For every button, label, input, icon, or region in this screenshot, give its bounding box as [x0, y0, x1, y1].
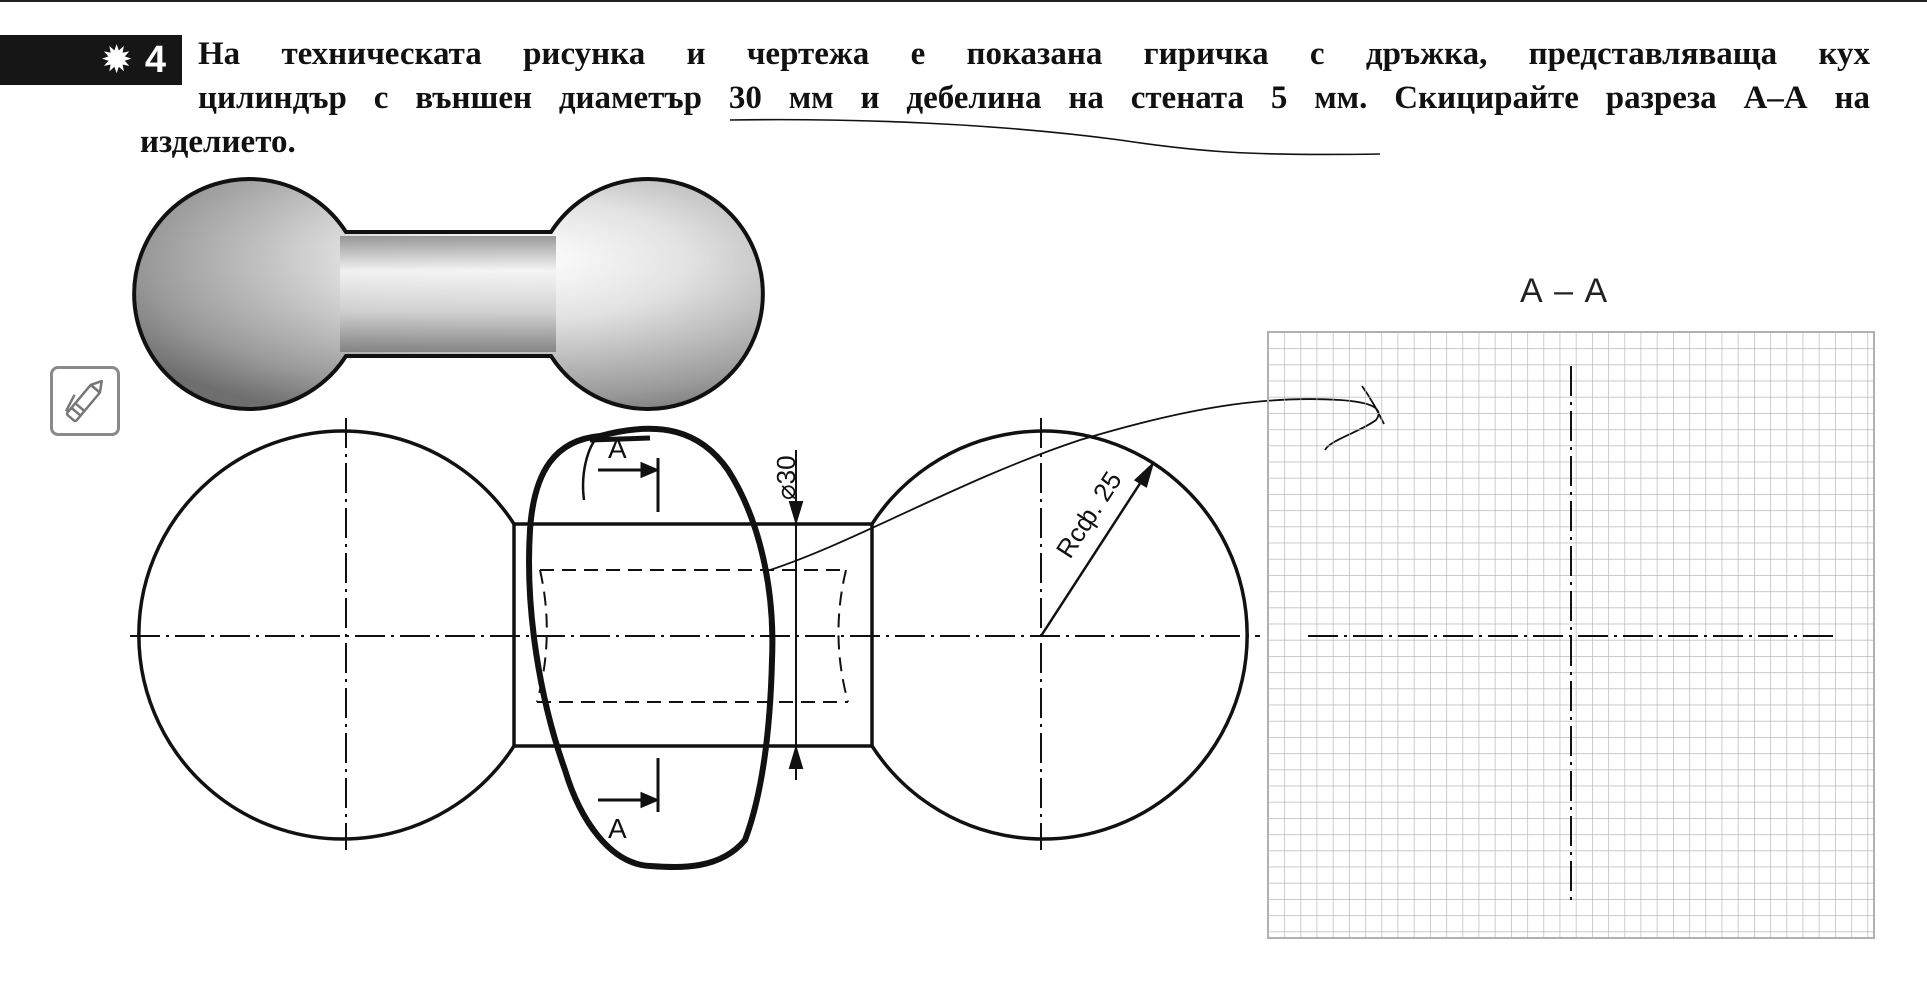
task-text-line-1: На техническата рисунка и чертежа е показана гиричка с дръжка, представляваща кух: [198, 36, 1870, 72]
answer-grid: [1268, 332, 1874, 938]
star-icon: ✹: [102, 41, 131, 79]
handdrawn-tick: [583, 436, 600, 500]
diameter-label: ⌀30: [771, 455, 801, 500]
task-text-line-2: цилиндър с външен диаметър 30 мм и дебелина на стената 5 мм. Скицирайте разреза А–А на: [198, 80, 1870, 116]
task-text-line-3: изделието.: [140, 124, 296, 160]
task-number: 4: [144, 38, 166, 81]
dumbbell-3d-render: [134, 179, 763, 409]
radius-label: Rсф. 25: [1049, 465, 1128, 564]
section-marker-top: A: [608, 433, 627, 464]
handdrawn-underline: [730, 120, 1380, 155]
section-title: А – А: [1520, 272, 1609, 310]
handdrawn-dash: [590, 438, 650, 440]
section-marker-bottom: A: [608, 813, 627, 844]
